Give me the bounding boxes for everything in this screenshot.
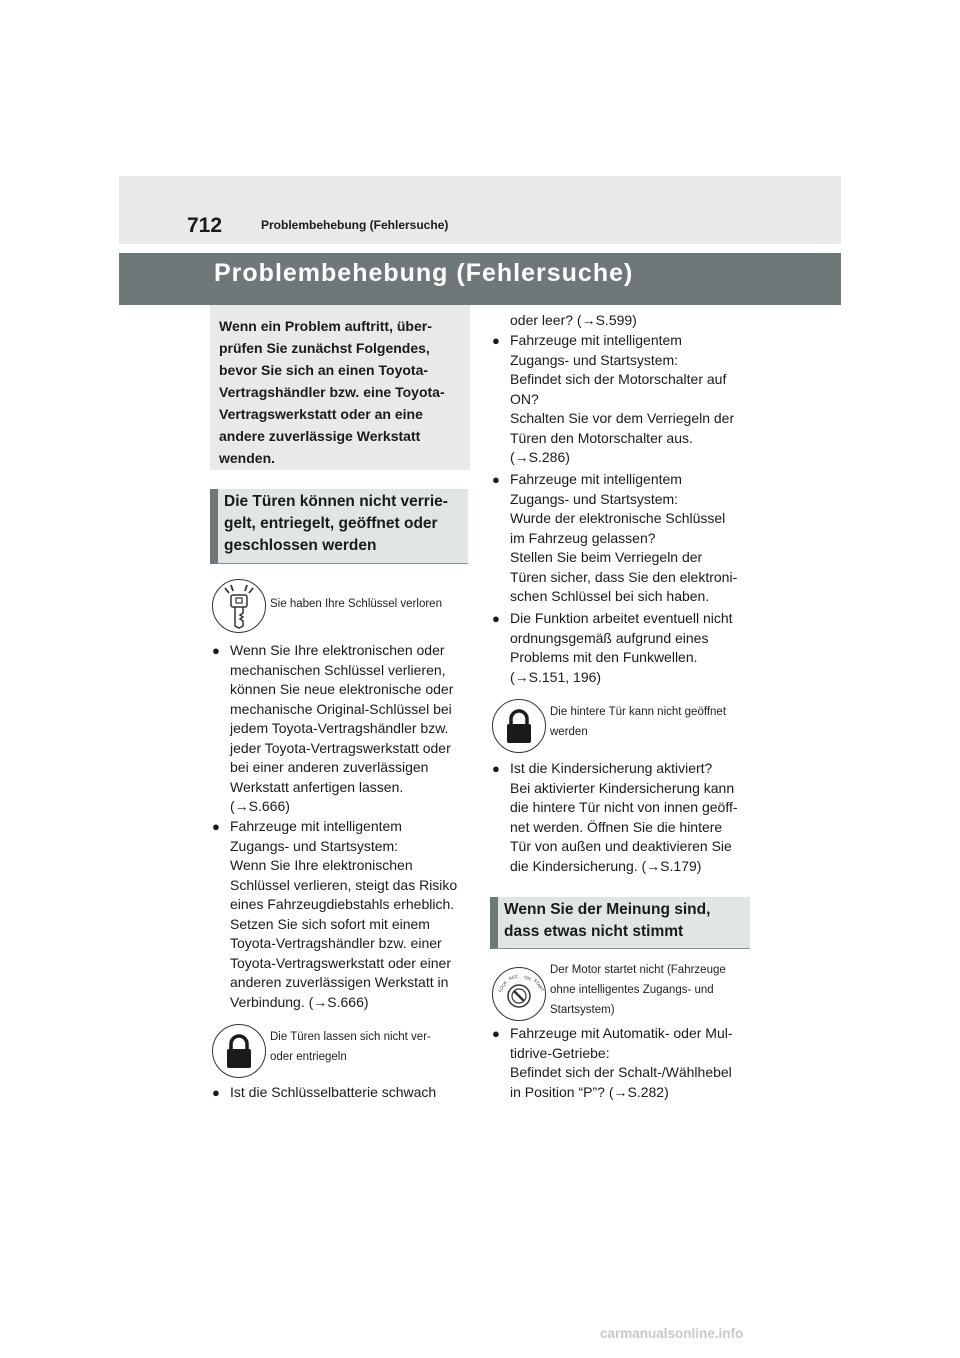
- bullet-dot: ●: [492, 761, 500, 776]
- watermark: carmanualsonline.info: [600, 1326, 744, 1341]
- section-heading: Wenn Sie der Meinung sind, dass etwas nicht stimmt: [504, 901, 711, 940]
- ignition-switch-icon: [492, 967, 546, 1021]
- bullet-text: Fahrzeuge mit intelligentem Zugangs- und Startsystem: Wurde der elektronische Schlüssel im Fahrzeug gelassen? Stellen Sie beim Verriegeln der Türen sicher, dass Sie den elektroni- schen Schlüssel bei sich haben.: [510, 471, 738, 604]
- running-head: Problembehebung (Fehlersuche): [261, 218, 449, 232]
- bullet-text: Ist die Kindersicherung aktiviert? Bei aktivierter Kindersicherung kann die hintere Tür nicht von innen geöff- net werden. Öffnen Sie die hintere Tür von außen und deaktivieren Sie die Kindersicherung. (→S.179): [510, 760, 738, 874]
- ignition-label-start: START: [532, 977, 545, 993]
- bullet-dot: ●: [492, 333, 500, 348]
- padlock-icon: [492, 699, 546, 753]
- section-heading: Die Türen können nicht verrie- gelt, entriegelt, geöffnet oder geschlossen werden: [224, 493, 448, 554]
- bullet-continuation: oder leer? (→S.599): [510, 312, 637, 328]
- bullet-dot: ●: [492, 472, 500, 487]
- caption-lost-keys: Sie haben Ihre Schlüssel verloren: [270, 598, 442, 610]
- bullet-text: Wenn Sie Ihre elektronischen oder mechanischen Schlüssel verlieren, können Sie neue elektronische oder mechanische Original-Schlüssel bei jedem Toyota-Vertragshändler bzw. jeder Toyota-Vertragswerkstatt oder bei einer anderen zuverlässigen Werkstatt anfertigen lassen. (→S.666): [230, 642, 454, 814]
- ignition-label-acc: ACC: [508, 973, 519, 981]
- bullet-dot: ●: [212, 1085, 220, 1100]
- bullet-dot: ●: [492, 1026, 500, 1041]
- key-icon: [212, 579, 266, 633]
- caption-engine-start: Der Motor startet nicht (Fahrzeuge ohne intelligentes Zugangs- und Startsystem): [550, 964, 726, 1016]
- caption-rear-door: Die hintere Tür kann nicht geöffnet werden: [550, 706, 727, 738]
- page-title: Problembehebung (Fehlersuche): [214, 259, 634, 287]
- page-number: 712: [187, 214, 223, 237]
- ignition-label-lock: LOCK: [497, 980, 509, 993]
- bullet-dot: ●: [212, 643, 220, 658]
- bullet-text: Fahrzeuge mit intelligentem Zugangs- und Startsystem: Wenn Sie Ihre elektronischen Schlüssel verlieren, steigt das Risiko eines Fahrzeugdiebstahls erheblich. Setzen Sie sich sofort mit einem Toyota-Vertragshändler bzw. einer Toyota-Vertragswerkstatt oder einer anderen zuverlässigen Werkstatt in Verbindung. (→S.666): [230, 818, 458, 1010]
- bullet-dot: ●: [492, 611, 500, 626]
- intro-text: Wenn ein Problem auftritt, über- prüfen Sie zunächst Folgendes, bevor Sie sich an einen Toyota- Vertragshändler bzw. eine Toyota- Vertragswerkstatt oder an eine andere zuverlässige Werkstatt wenden.: [219, 318, 445, 466]
- ignition-label-on: ON: [523, 974, 532, 982]
- caption-doors-lock: Die Türen lassen sich nicht ver- oder entriegeln: [270, 1031, 431, 1063]
- header-band: [119, 176, 841, 244]
- padlock-icon: [212, 1024, 266, 1078]
- bullet-text: Fahrzeuge mit intelligentem Zugangs- und Startsystem: Befindet sich der Motorschalter auf ON? Schalten Sie vor dem Verriegeln der Türen den Motorschalter aus. (→S.286): [510, 332, 735, 465]
- bullet-dot: ●: [212, 819, 220, 834]
- bullet-text: Die Funktion arbeitet eventuell nicht ordnungsgemäß aufgrund eines Problems mit den Funkwellen. (→S.151, 196): [510, 610, 733, 685]
- bullet-text: Fahrzeuge mit Automatik- oder Mul- tidrive-Getriebe: Befindet sich der Schalt-/Wählhebel in Position “P”? (→S.282): [510, 1025, 733, 1100]
- bullet-text: Ist die Schlüsselbatterie schwach: [230, 1084, 437, 1100]
